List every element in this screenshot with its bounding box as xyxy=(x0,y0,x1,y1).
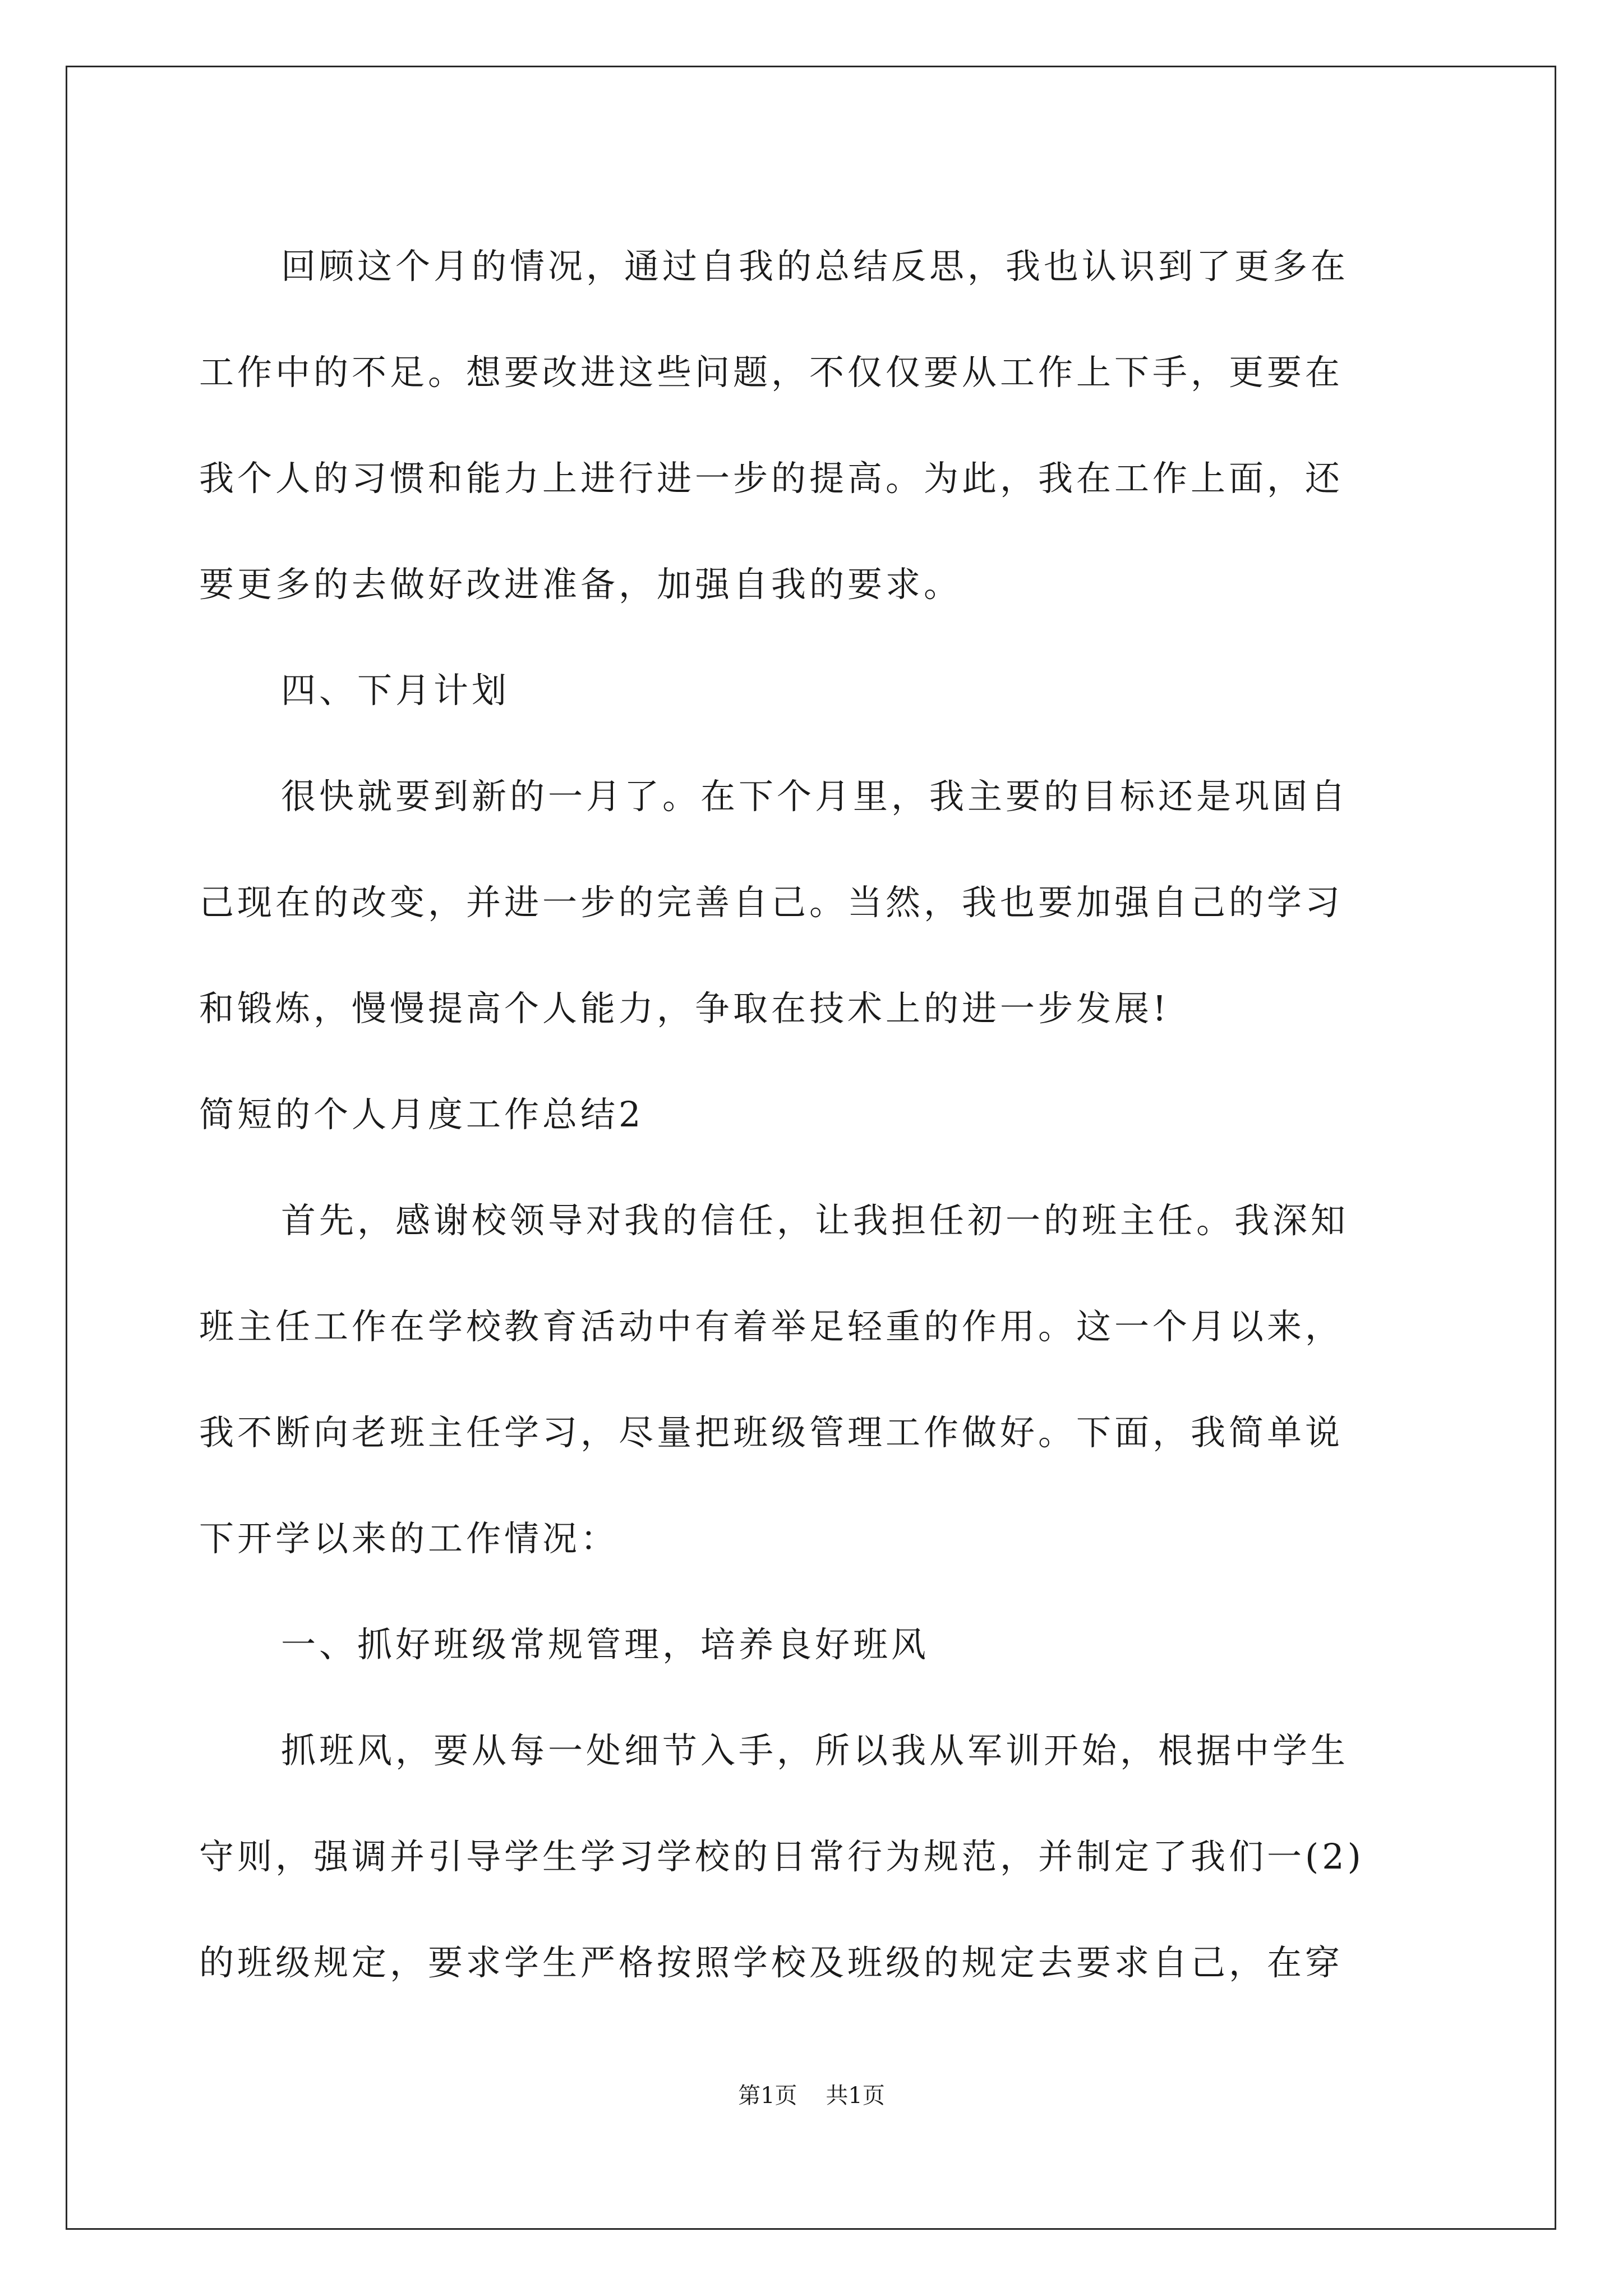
text-line: 首先，感谢校领导对我的信任，让我担任初一的班主任。我深知 xyxy=(281,1200,1349,1241)
text-line: 要更多的去做好改进准备，加强自我的要求。 xyxy=(199,564,962,605)
page-footer xyxy=(0,2080,1623,2111)
text-line: 回顾这个月的情况，通过自我的总结反思，我也认识到了更多在 xyxy=(281,246,1349,287)
text-line: 简短的个人月度工作总结2 xyxy=(199,1094,644,1135)
paragraph-next-month-plan xyxy=(199,743,1427,1061)
page-total: 共1页 xyxy=(826,2083,885,2109)
text-line: 和锻炼，慢慢提高个人能力，争取在技术上的进一步发展! xyxy=(199,988,1170,1029)
document-title-2 xyxy=(199,1061,1427,1167)
text-line: 己现在的改变，并进一步的完善自己。当然，我也要加强自己的学习 xyxy=(199,882,1344,923)
text-line: 四、下月计划 xyxy=(281,670,510,711)
text-line: 我不断向老班主任学习，尽量把班级管理工作做好。下面，我简单说 xyxy=(199,1412,1344,1453)
text-line: 一、抓好班级常规管理，培养良好班风 xyxy=(281,1624,930,1665)
text-line: 下开学以来的工作情况： xyxy=(199,1518,619,1559)
section-heading-class-management xyxy=(199,1591,1427,1697)
paragraph-reflection xyxy=(199,213,1427,637)
text-line: 我个人的习惯和能力上进行进一步的提高。为此，我在工作上面，还 xyxy=(199,458,1344,499)
text-line: 抓班风，要从每一处细节入手，所以我从军训开始，根据中学生 xyxy=(281,1730,1349,1771)
section-heading-next-month-plan xyxy=(199,637,1427,743)
text-line: 工作中的不足。想要改进这些问题，不仅仅要从工作上下手，更要在 xyxy=(199,352,1344,393)
page-number: 第1页 xyxy=(738,2083,797,2109)
paragraph-introduction xyxy=(199,1167,1427,1591)
text-line: 的班级规定，要求学生严格按照学校及班级的规定去要求自己，在穿 xyxy=(199,1942,1344,1983)
paragraph-class-management xyxy=(199,1697,1427,2016)
document-body xyxy=(199,213,1427,2016)
text-line: 班主任工作在学校教育活动中有着举足轻重的作用。这一个月以来， xyxy=(199,1306,1344,1347)
text-line: 很快就要到新的一月了。在下个月里，我主要的目标还是巩固自 xyxy=(281,776,1349,817)
text-line: 守则，强调并引导学生学习学校的日常行为规范，并制定了我们一(2) xyxy=(199,1836,1364,1877)
